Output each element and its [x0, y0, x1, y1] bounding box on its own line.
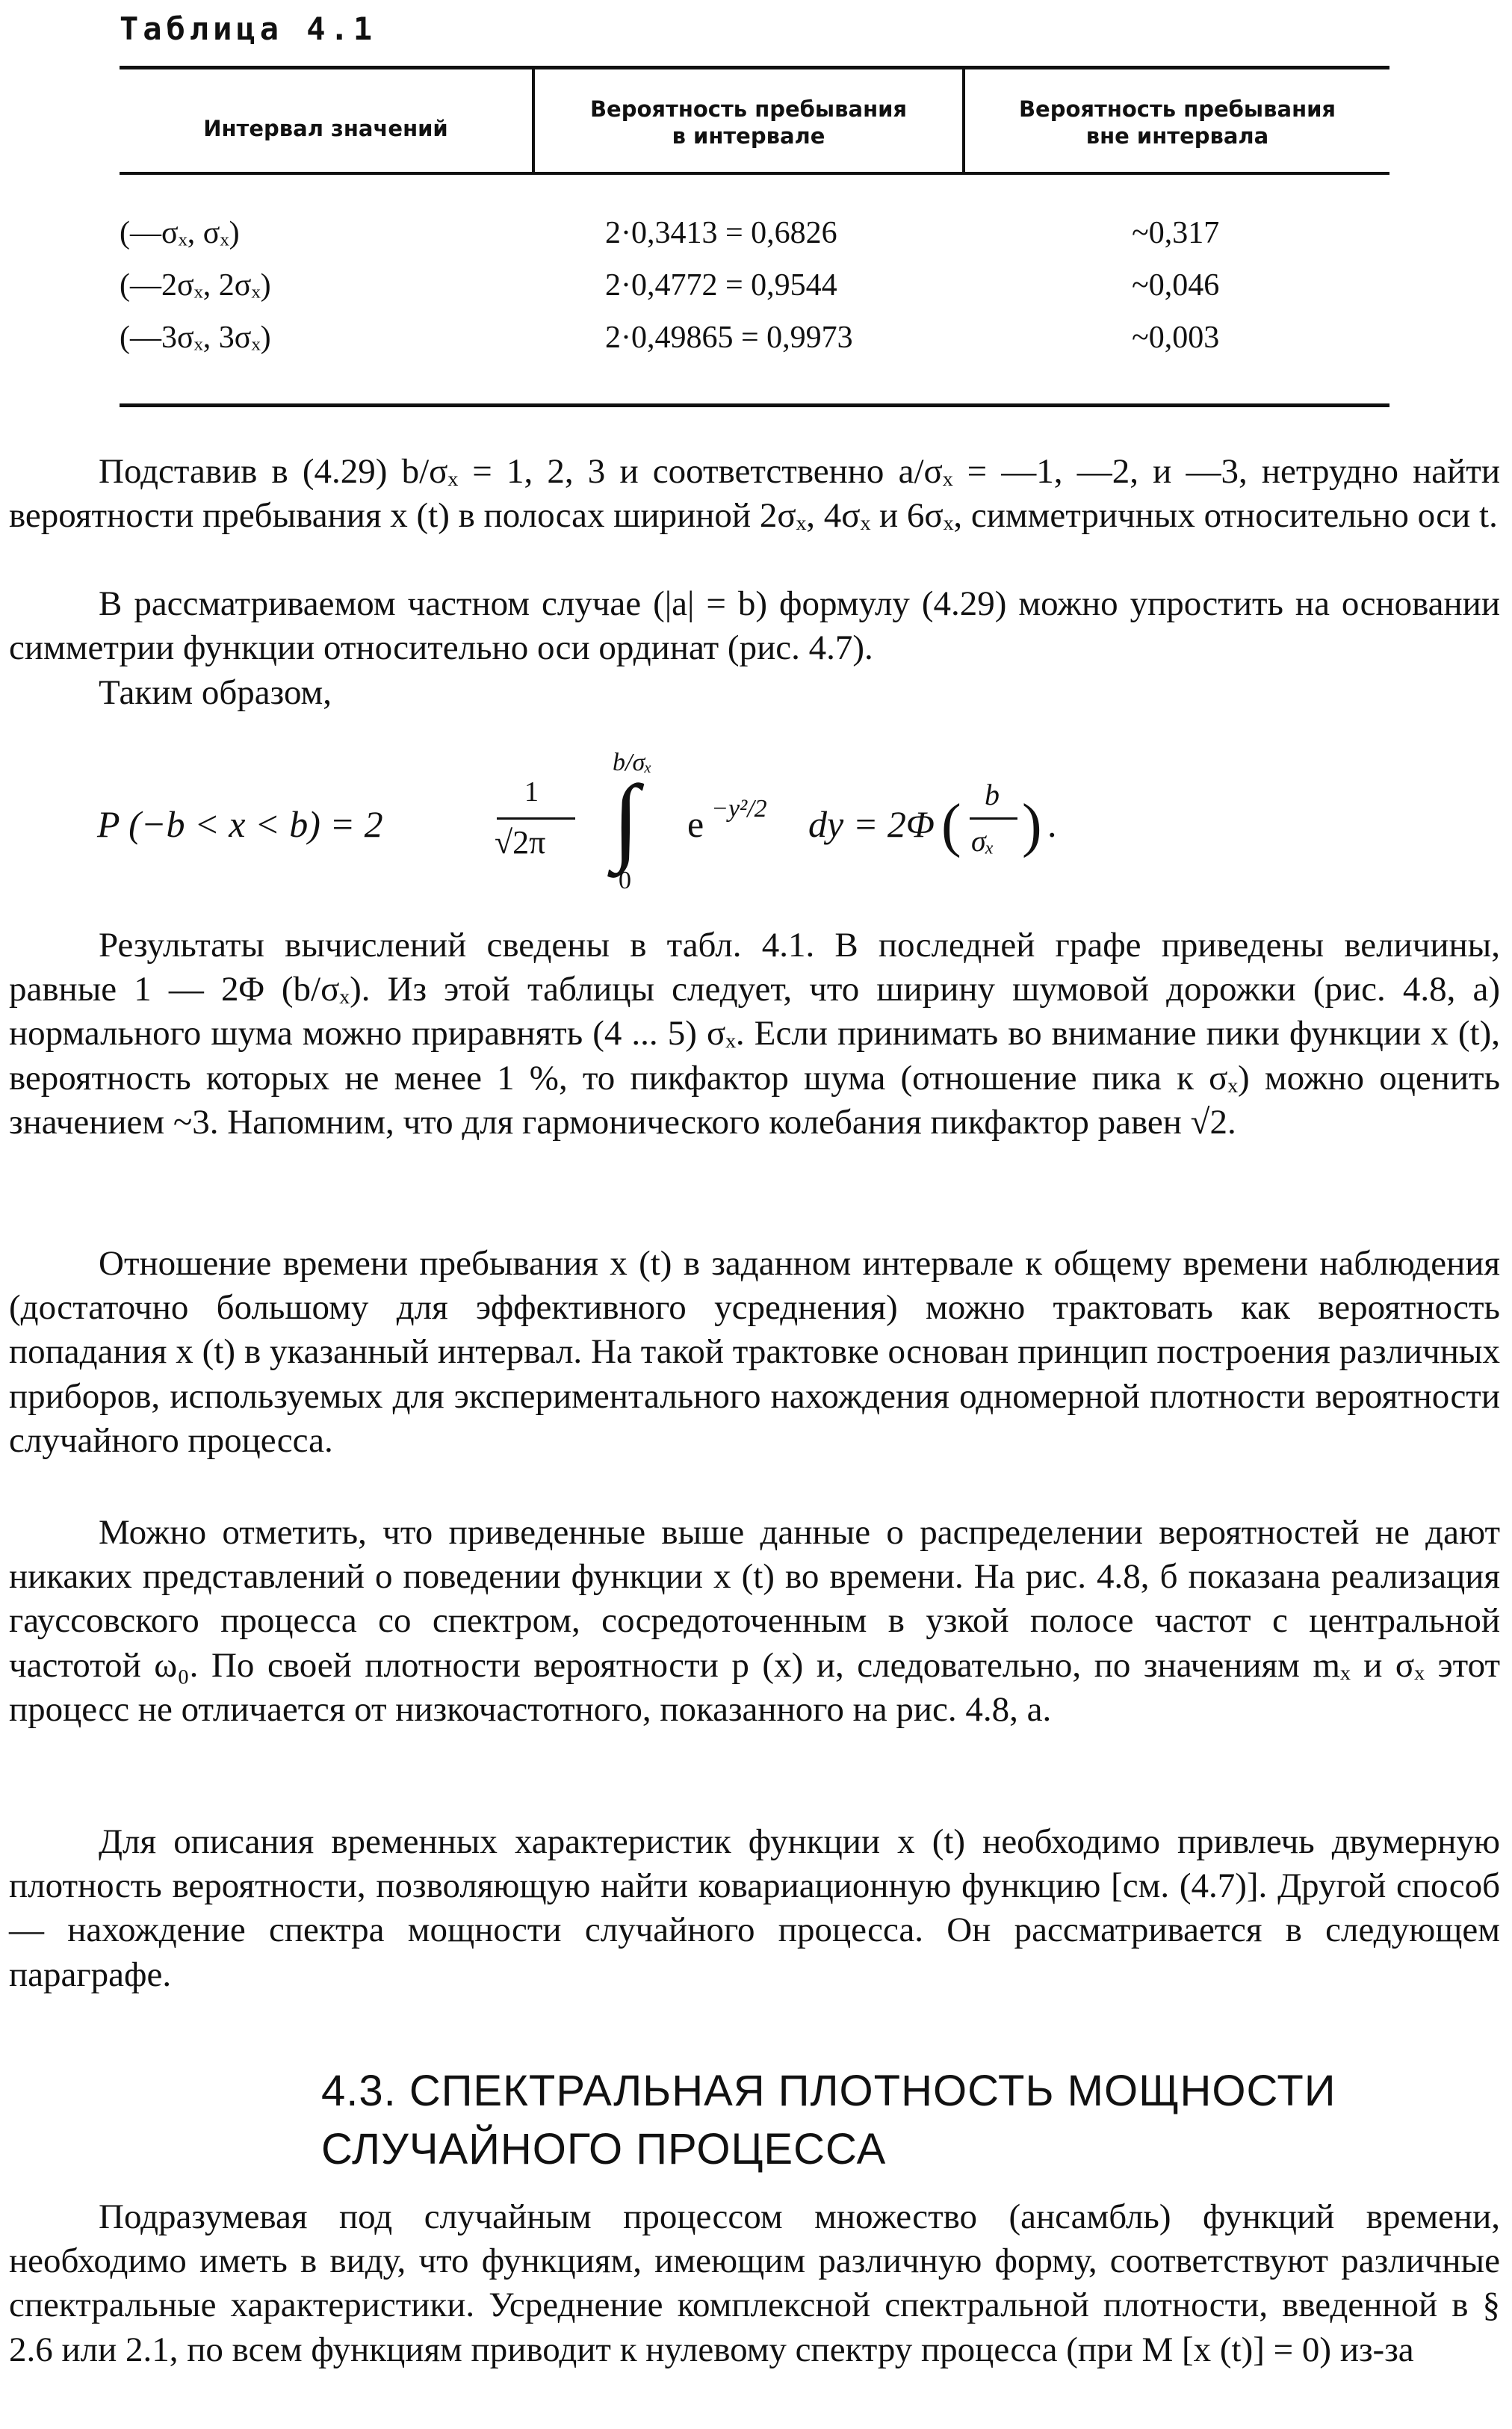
paragraph: [9, 923, 1500, 1145]
cell-interval: (—σₓ, σₓ): [120, 216, 240, 250]
formula-coef-numerator: 1: [524, 776, 539, 808]
table-row: [120, 320, 1389, 369]
paragraph: [9, 582, 1500, 670]
cell-prob-outside: ~0,003: [1132, 321, 1220, 355]
integral-formula: [97, 749, 1330, 898]
formula-exponent: −y²/2: [711, 795, 767, 823]
formula-left-paren: (: [941, 793, 961, 858]
formula-differential: dy = 2Φ: [808, 803, 935, 845]
formula-coef-denominator: √2π: [495, 824, 546, 861]
paragraph-text: Таким образом,: [99, 673, 332, 712]
table-header-rule: [120, 172, 1389, 175]
paragraph: [9, 450, 1500, 538]
section-heading: 4.3. СПЕКТРАЛЬНАЯ ПЛОТНОСТЬ МОЩНОСТИ СЛУЧАЙНОГО ПРОЦЕССА: [321, 2067, 1336, 2173]
cell-interval: (—3σₓ, 3σₓ): [120, 321, 271, 355]
paragraph: [9, 671, 1500, 715]
formula-frac-denominator: σₓ: [971, 824, 995, 858]
header-interval: Интервал значений: [203, 116, 448, 141]
probability-table: [120, 66, 1389, 411]
paragraph-text: Для описания временных характеристик функции x (t) необходимо привлечь двумерную плотность вероятности, позволяющую найти ковариационную функцию [см. (4.7)]. Другой способ — нахождение спектра мощности случайного процесса. Он рассматривается в следующем параграфе.: [9, 1822, 1500, 1994]
table-row: [120, 267, 1389, 317]
cell-prob-inside: 2·0,3413 = 0,6826: [605, 216, 837, 250]
cell-prob-outside: ~0,317: [1132, 216, 1220, 250]
cell-prob-inside: 2·0,4772 = 0,9544: [605, 268, 837, 303]
cell-prob-outside: ~0,046: [1132, 268, 1220, 303]
formula-coef-bar: [497, 817, 575, 820]
paragraph-text: Подразумевая под случайным процессом множество (ансамбль) функций времени, необходимо иметь в виду, что функциям, имеющим различную форму, соответствуют различные спектральные характеристики. Усреднение комплексной спектральной плотности, введенной в § 2.6 или 2.1, по всем функциям приводит к нулевому спектру процесса (при M [x (t)] = 0) из-за: [9, 2197, 1500, 2369]
paragraph-text: Можно отметить, что приведенные выше данные о распределении вероятностей не дают никаких представлений о поведении функции x (t) во времени. На рис. 4.8, б показана реализация гауссовского процесса со спектром, сосредоточенным в узкой полосе частот с центральной частотой ω₀. По своей плотности вероятности p (x) и, следовательно, по значениям mₓ и σₓ этот процесс не отличается от низкочастотного, показанного на рис. 4.8, a.: [9, 1513, 1500, 1729]
paragraph: [9, 1242, 1500, 1463]
table-row: [120, 215, 1389, 264]
table-top-rule: [120, 66, 1389, 69]
paragraph-text: Результаты вычислений сведены в табл. 4.1. В последней графе приведены величины, равные 1 — 2Φ (b/σₓ). Из этой таблицы следует, что ширину шумовой дорожки (рис. 4.8, a) нормального шума можно приравнять (4 ... 5) σₓ. Если принимать во внимание пики функции x (t), вероятность которых не менее 1 %, то пикфактор шума (отношение пика к σₓ) можно оценить значением ~3. Напомним, что для гармонического колебания пикфактор равен √2.: [9, 926, 1500, 1142]
integral-sign: ∫: [613, 766, 639, 873]
formula-upper-limit: b/σₓ: [613, 749, 652, 776]
paragraph-text: Отношение времени пребывания x (t) в заданном интервале к общему времени наблюдения (достаточно большому для эффективного усреднения) можно трактовать как вероятность попадания x (t) в указанный интервал. На такой трактовке основан принцип построения различных приборов, используемых для экспериментального нахождения одномерной плотности вероятности случайного процесса.: [9, 1244, 1500, 1460]
paragraph: [9, 2195, 1500, 2372]
header-prob-inside: Вероятность пребывания в интервале: [589, 96, 908, 149]
header-prob-outside: Вероятность пребывания вне интервала: [1018, 96, 1336, 149]
formula-lhs: P (−b < x < b) = 2: [97, 803, 383, 845]
formula-tail: .: [1047, 803, 1057, 845]
table-bottom-rule: [120, 403, 1389, 407]
formula-frac-bar: [970, 817, 1017, 820]
formula-right-paren: ): [1022, 793, 1042, 858]
paragraph-text: В рассматриваемом частном случае (|a| = b) формулу (4.29) можно упростить на основании симметрии функции относительно оси ординат (рис. 4.7).: [9, 584, 1500, 668]
cell-interval: (—2σₓ, 2σₓ): [120, 268, 271, 303]
formula-lower-limit: 0: [619, 867, 631, 894]
table-caption: Таблица 4.1: [120, 10, 377, 47]
formula-frac-numerator: b: [985, 778, 1000, 811]
formula-exp-base: e: [687, 803, 704, 845]
paragraph: [9, 1820, 1500, 1997]
paragraph: [9, 1511, 1500, 1732]
paragraph-text: Подставив в (4.29) b/σₓ = 1, 2, 3 и соответственно a/σₓ = —1, —2, и —3, нетрудно найти вероятности пребывания x (t) в полосах шириной 2σₓ, 4σₓ и 6σₓ, симметричных относительно оси t.: [9, 452, 1500, 536]
cell-prob-inside: 2·0,49865 = 0,9973: [605, 321, 853, 355]
